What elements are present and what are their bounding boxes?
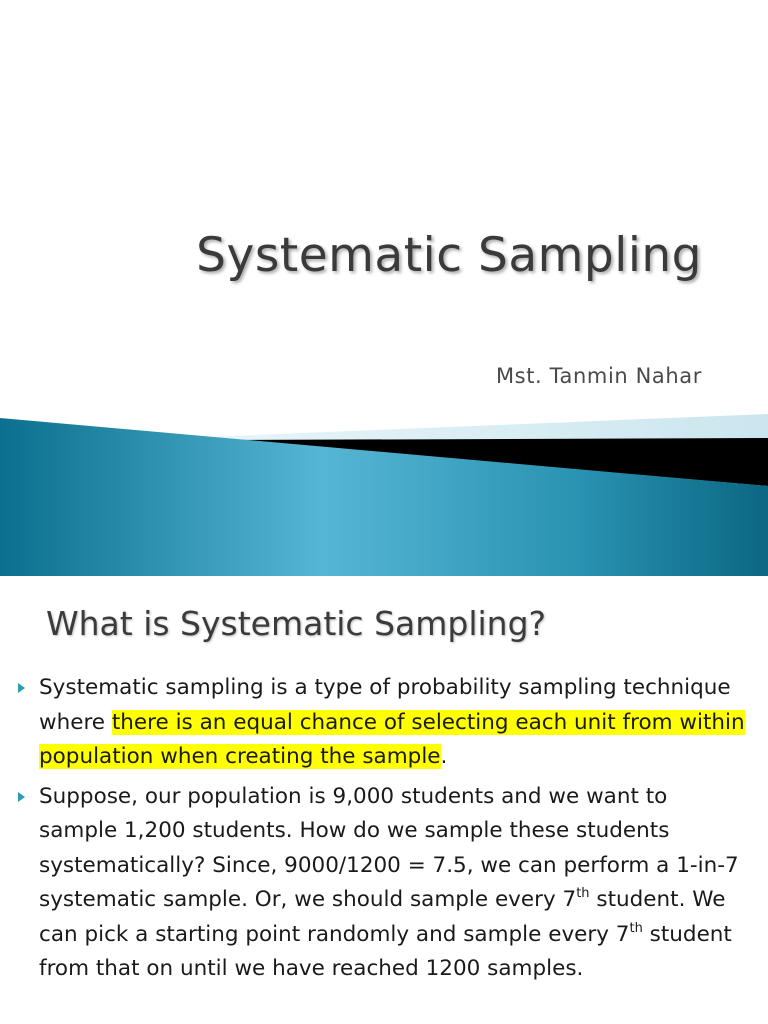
triangle-right-icon	[18, 792, 25, 802]
bullet-item-definition	[18, 671, 748, 775]
bullet1-text-before: Systematic sampling is a type of probability sampling technique where	[39, 675, 731, 735]
bullet1-text-after: .	[440, 744, 448, 769]
slide-author: Mst. Tanmin Nahar	[495, 364, 702, 388]
bullet2-superscript-2: th	[629, 920, 643, 936]
bullet-list	[18, 671, 748, 992]
bullet2-superscript-1: th	[576, 886, 590, 901]
banner-light-stripe	[180, 414, 768, 440]
bullet1-highlighted-text: there is an equal chance of selecting each unit from within population when creating the sample	[39, 709, 745, 769]
decorative-banner	[0, 410, 768, 576]
content-heading: What is Systematic Sampling?	[46, 604, 547, 643]
bullet-item-example	[18, 780, 748, 987]
triangle-right-icon	[18, 683, 25, 693]
slide-title: Systematic Sampling	[196, 228, 702, 283]
bullet2-part1: Suppose, our population is 9,000 students and we want to sample 1,200 students. How do we sample these students systematically? Since, 9000/1200 = 7.5, we can perform a 1-in-7 systematic sample. Or, we should sample every 7	[39, 783, 739, 912]
bullet2-part3: student from that on until we have reached 1200 samples.	[39, 921, 732, 981]
content-slide	[0, 576, 768, 1024]
bullet2-part2: student. We can pick a starting point randomly and sample every 7	[39, 887, 726, 947]
